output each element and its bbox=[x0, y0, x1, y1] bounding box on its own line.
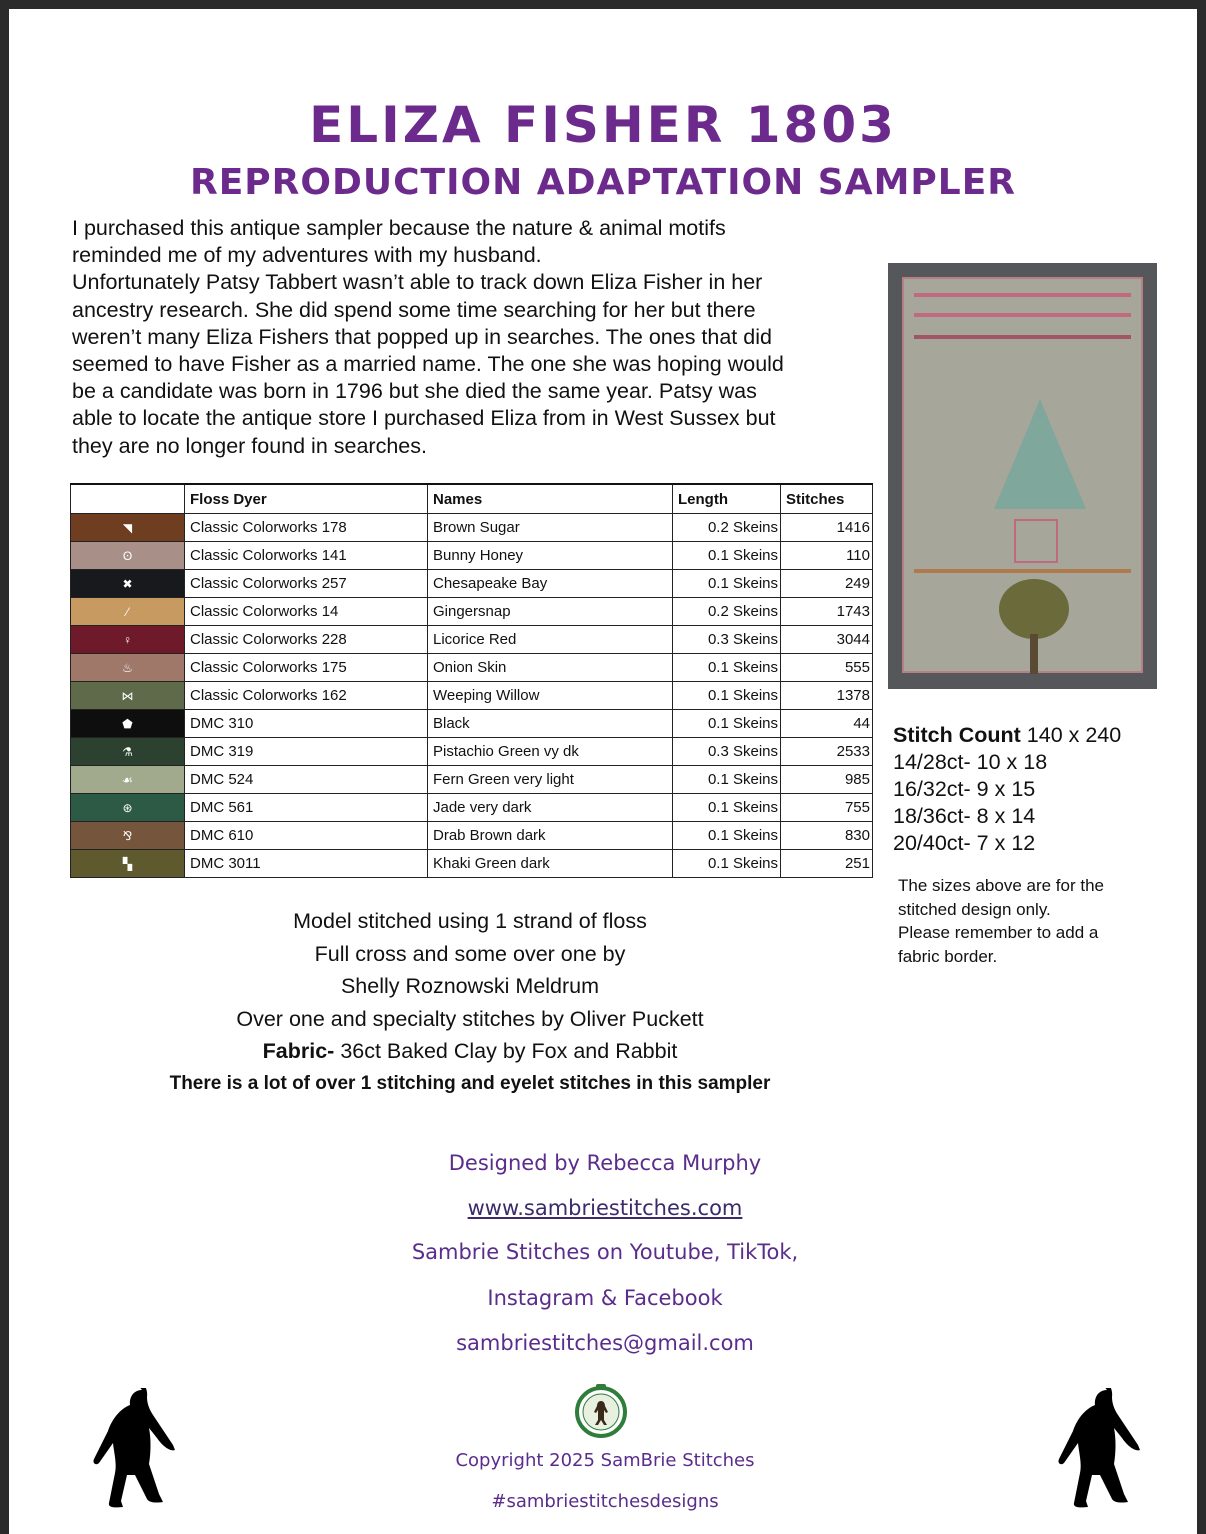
designer-credit: Designed by Rebecca Murphy bbox=[448, 1151, 762, 1175]
size-note-line: fabric border. bbox=[898, 946, 998, 966]
floss-dyer-cell: Classic Colorworks 228 bbox=[185, 626, 428, 654]
size-note-line: Please remember to add a bbox=[898, 923, 1099, 942]
stitch-count-block bbox=[893, 722, 1121, 857]
stitches-cell: 3044 bbox=[781, 626, 873, 654]
fabric-value: 36ct Baked Clay by Fox and Rabbit bbox=[334, 1039, 678, 1063]
floss-name-cell: Licorice Red bbox=[428, 626, 673, 654]
color-swatch: ⬟ bbox=[71, 710, 185, 738]
stitches-cell: 1378 bbox=[781, 682, 873, 710]
header-length: Length bbox=[673, 484, 781, 514]
table-row bbox=[71, 542, 873, 570]
table-row bbox=[71, 570, 873, 598]
table-row bbox=[71, 850, 873, 878]
floss-name-cell: Pistachio Green vy dk bbox=[428, 738, 673, 766]
social-line-2: Instagram & Facebook bbox=[487, 1286, 723, 1310]
intro-line: Unfortunately Patsy Tabbert wasn’t able to track down Eliza Fisher in her bbox=[72, 270, 763, 295]
pattern-subtitle: REPRODUCTION ADAPTATION SAMPLER bbox=[189, 162, 1017, 203]
floss-name-cell: Fern Green very light bbox=[428, 766, 673, 794]
header-swatch bbox=[71, 484, 185, 514]
stitch-count-value: 140 x 240 bbox=[1026, 723, 1122, 747]
length-cell: 0.1 Skeins bbox=[673, 794, 781, 822]
floss-dyer-cell: Classic Colorworks 175 bbox=[185, 654, 428, 682]
intro-line: ancestry research. She did spend some time searching for her but there bbox=[72, 297, 756, 322]
floss-dyer-cell: DMC 524 bbox=[185, 766, 428, 794]
color-swatch: ▚ bbox=[71, 850, 185, 878]
table-row bbox=[71, 794, 873, 822]
stitches-cell: 755 bbox=[781, 794, 873, 822]
header-floss-dyer: Floss Dyer bbox=[185, 484, 428, 514]
floss-name-cell: Jade very dark bbox=[428, 794, 673, 822]
floss-name-cell: Drab Brown dark bbox=[428, 822, 673, 850]
stitches-cell: 1743 bbox=[781, 598, 873, 626]
credits-block bbox=[70, 905, 870, 1100]
length-cell: 0.3 Skeins bbox=[673, 738, 781, 766]
stitch-count-label: Stitch Count bbox=[893, 723, 1021, 747]
header-stitches: Stitches bbox=[781, 484, 873, 514]
credit-line: Shelly Roznowski Meldrum bbox=[340, 974, 600, 998]
size-line: 14/28ct- 10 x 18 bbox=[893, 750, 1048, 774]
size-note-line: stitched design only. bbox=[898, 899, 1051, 919]
color-swatch: ✖ bbox=[71, 570, 185, 598]
intro-line: be a candidate was born in 1796 but she died the same year. Patsy was bbox=[72, 379, 757, 404]
length-cell: 0.1 Skeins bbox=[673, 542, 781, 570]
fruit-tree-motif-icon bbox=[999, 579, 1069, 639]
social-line-1: Sambrie Stitches on Youtube, TikTok, bbox=[411, 1240, 799, 1264]
floss-dyer-cell: Classic Colorworks 14 bbox=[185, 598, 428, 626]
floss-dyer-cell: DMC 3011 bbox=[185, 850, 428, 878]
intro-line: I purchased this antique sampler because the nature & animal motifs bbox=[72, 216, 726, 240]
floss-dyer-cell: DMC 561 bbox=[185, 794, 428, 822]
color-swatch: ◥ bbox=[71, 514, 185, 542]
length-cell: 0.1 Skeins bbox=[673, 766, 781, 794]
table-header-row bbox=[71, 484, 873, 514]
heart-motif-icon bbox=[1014, 519, 1058, 563]
length-cell: 0.1 Skeins bbox=[673, 682, 781, 710]
length-cell: 0.3 Skeins bbox=[673, 626, 781, 654]
length-cell: 0.1 Skeins bbox=[673, 822, 781, 850]
intro-line: weren’t many Eliza Fishers that popped up in searches. The ones that did bbox=[72, 324, 772, 349]
stitches-cell: 985 bbox=[781, 766, 873, 794]
floss-name-cell: Bunny Honey bbox=[428, 542, 673, 570]
sampler-cloth bbox=[902, 277, 1143, 673]
sampler-photo bbox=[888, 263, 1157, 689]
copyright: Copyright 2025 SamBrie Stitches bbox=[455, 1450, 755, 1471]
size-note bbox=[898, 874, 1158, 968]
length-cell: 0.2 Skeins bbox=[673, 598, 781, 626]
floss-name-cell: Khaki Green dark bbox=[428, 850, 673, 878]
floss-name-cell: Black bbox=[428, 710, 673, 738]
intro-line: seemed to have Fisher as a married name. The one she was hoping would bbox=[72, 352, 784, 377]
length-cell: 0.2 Skeins bbox=[673, 514, 781, 542]
table-row bbox=[71, 514, 873, 542]
color-swatch: ⅋ bbox=[71, 822, 185, 850]
intro-line: able to locate the antique store I purchased Eliza from in West Sussex but bbox=[72, 406, 776, 431]
floss-name-cell: Chesapeake Bay bbox=[428, 570, 673, 598]
color-swatch: ⚗ bbox=[71, 738, 185, 766]
floss-dyer-cell: Classic Colorworks 178 bbox=[185, 514, 428, 542]
size-line: 16/32ct- 9 x 15 bbox=[893, 777, 1036, 801]
floss-name-cell: Brown Sugar bbox=[428, 514, 673, 542]
fabric-line bbox=[70, 1035, 870, 1068]
floss-name-cell: Weeping Willow bbox=[428, 682, 673, 710]
floss-dyer-cell: Classic Colorworks 257 bbox=[185, 570, 428, 598]
table-row bbox=[71, 822, 873, 850]
floss-name-cell: Gingersnap bbox=[428, 598, 673, 626]
floss-dyer-cell: Classic Colorworks 141 bbox=[185, 542, 428, 570]
intro-line: they are no longer found in searches. bbox=[72, 433, 427, 458]
length-cell: 0.1 Skeins bbox=[673, 654, 781, 682]
website-link[interactable]: www.sambriestitches.com bbox=[467, 1196, 743, 1220]
length-cell: 0.1 Skeins bbox=[673, 570, 781, 598]
bigfoot-silhouette-icon bbox=[90, 1388, 190, 1518]
hashtag: #sambriestitchesdesigns bbox=[491, 1491, 719, 1512]
color-swatch: ☙ bbox=[71, 766, 185, 794]
pattern-title: ELIZA FISHER 1803 bbox=[309, 96, 897, 154]
stitches-cell: 1416 bbox=[781, 514, 873, 542]
table-row bbox=[71, 626, 873, 654]
floss-dyer-cell: DMC 310 bbox=[185, 710, 428, 738]
color-swatch: ♨ bbox=[71, 654, 185, 682]
floss-table bbox=[70, 483, 873, 878]
bigfoot-silhouette-icon bbox=[1055, 1388, 1155, 1518]
size-note-line: The sizes above are for the bbox=[898, 876, 1105, 895]
color-swatch: ⊛ bbox=[71, 794, 185, 822]
table-row bbox=[71, 682, 873, 710]
stitching-note: There is a lot of over 1 stitching and eyelet stitches in this sampler bbox=[169, 1072, 771, 1094]
size-line: 20/40ct- 7 x 12 bbox=[893, 831, 1036, 855]
fabric-label: Fabric- bbox=[262, 1039, 335, 1063]
stitches-cell: 110 bbox=[781, 542, 873, 570]
credit-line: Over one and specialty stitches by Oliver Puckett bbox=[236, 1006, 704, 1031]
table-row bbox=[71, 766, 873, 794]
color-swatch: ʘ bbox=[71, 542, 185, 570]
color-swatch: ⋈ bbox=[71, 682, 185, 710]
floss-dyer-cell: Classic Colorworks 162 bbox=[185, 682, 428, 710]
color-swatch: ♀ bbox=[71, 626, 185, 654]
email-link[interactable]: sambriestitches@gmail.com bbox=[456, 1331, 754, 1355]
length-cell: 0.1 Skeins bbox=[673, 850, 781, 878]
intro-paragraph bbox=[72, 215, 872, 460]
length-cell: 0.1 Skeins bbox=[673, 710, 781, 738]
header-names: Names bbox=[428, 484, 673, 514]
table-row bbox=[71, 598, 873, 626]
stitches-cell: 2533 bbox=[781, 738, 873, 766]
intro-line: reminded me of my adventures with my husband. bbox=[72, 243, 542, 268]
stitches-cell: 44 bbox=[781, 710, 873, 738]
floss-dyer-cell: DMC 319 bbox=[185, 738, 428, 766]
stitches-cell: 830 bbox=[781, 822, 873, 850]
table-row bbox=[71, 710, 873, 738]
floss-dyer-cell: DMC 610 bbox=[185, 822, 428, 850]
stitches-cell: 251 bbox=[781, 850, 873, 878]
floss-name-cell: Onion Skin bbox=[428, 654, 673, 682]
stitches-cell: 555 bbox=[781, 654, 873, 682]
tree-motif-icon bbox=[994, 399, 1086, 509]
table-row bbox=[71, 654, 873, 682]
color-swatch: ⁄ bbox=[71, 598, 185, 626]
table-row bbox=[71, 738, 873, 766]
sambrie-logo-icon bbox=[572, 1381, 630, 1439]
credit-line: Model stitched using 1 strand of floss bbox=[293, 909, 647, 933]
stitches-cell: 249 bbox=[781, 570, 873, 598]
size-line: 18/36ct- 8 x 14 bbox=[893, 804, 1036, 828]
credit-line: Full cross and some over one by bbox=[314, 941, 626, 966]
